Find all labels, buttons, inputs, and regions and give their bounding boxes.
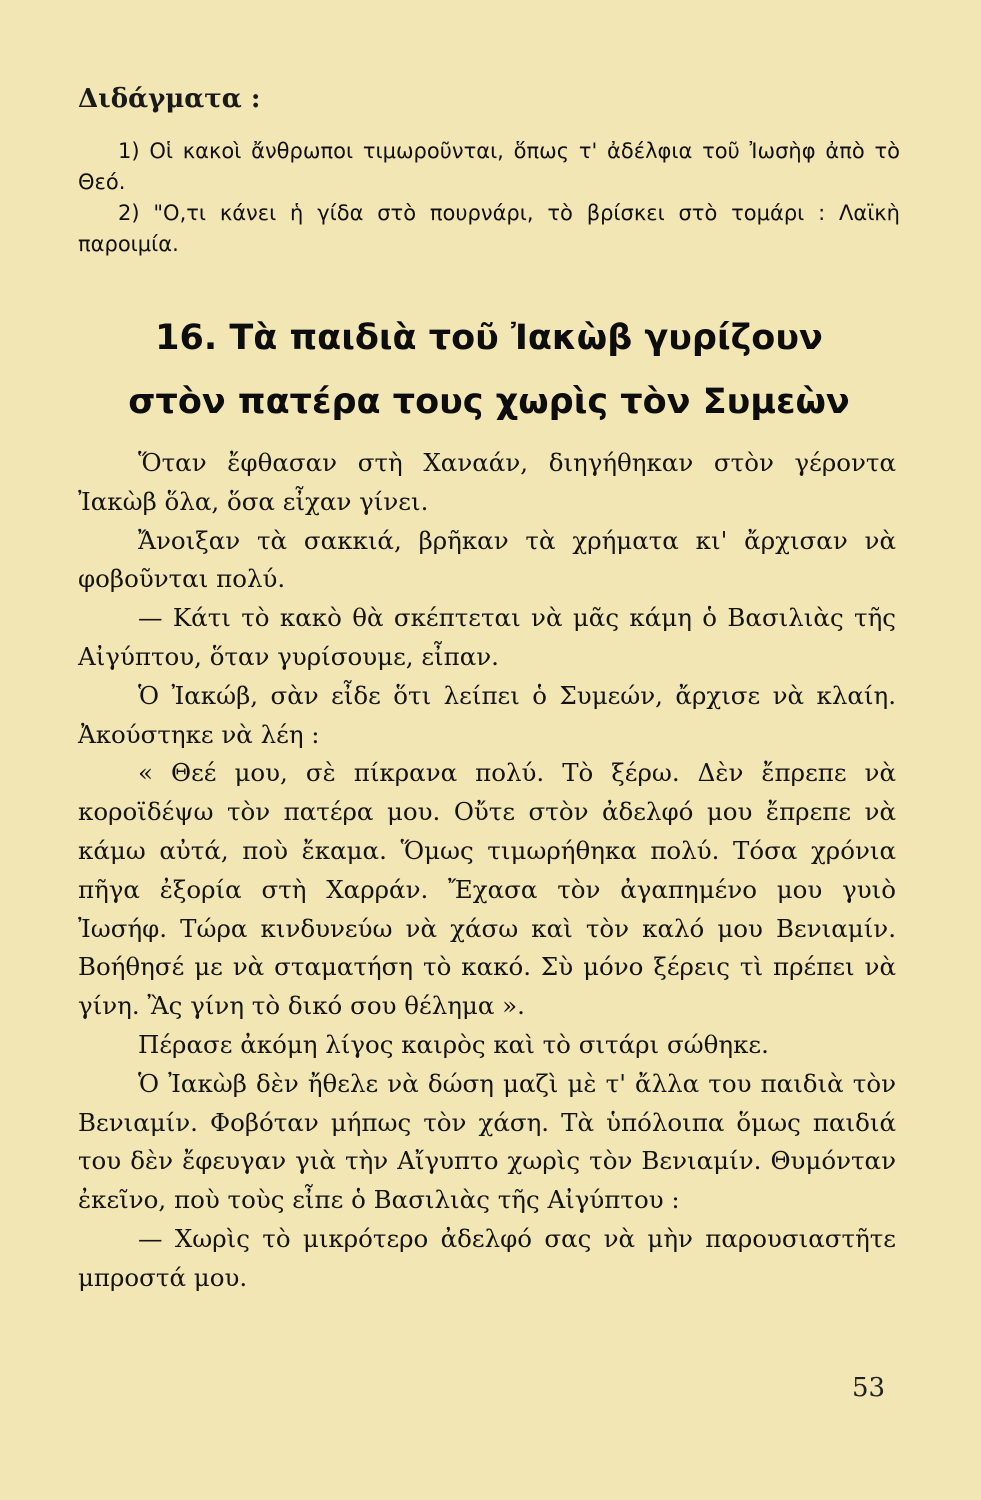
lesson-item: 1) Οἱ κακοὶ ἄνθρωποι τιμωροῦνται, ὅπως τ' ἀδέλφια τοῦ Ἰωσὴφ ἀπὸ τὸ Θεό. [78, 139, 900, 194]
paragraph: — Κάτι τὸ κακὸ θὰ σκέπτεται νὰ μᾶς κάμη ὁ Βασιλιὰς τῆς Αἰγύπτου, ὅταν γυρίσουμε, εἶπαν. [78, 603, 896, 671]
chapter-title [78, 306, 900, 434]
paragraph: Ὅταν ἔφθασαν στὴ Χαναάν, διηγήθηκαν στὸν γέροντα Ἰακὼβ ὅλα, ὅσα εἶχαν γίνει. [78, 448, 896, 516]
page-number: 53 [852, 1373, 886, 1403]
chapter-title-line-1: 16. Τὰ παιδιὰ τοῦ Ἰακὼβ γυρίζουν [155, 318, 823, 358]
paragraph: Πέρασε ἀκόμη λίγος καιρὸς καὶ τὸ σιτάρι σώθηκε. [138, 1029, 769, 1059]
paragraph: Ὁ Ἰακώβ, σὰν εἶδε ὅτι λείπει ὁ Συμεών, ἄρχισε νὰ κλαίη. Ἀκούστηκε νὰ λέη : [78, 680, 896, 749]
paragraph: — Χωρὶς τὸ μικρότερο ἀδελφό σας νὰ μὴν παρουσιαστῆτε μπροστά μου. [78, 1223, 896, 1292]
chapter-title-line-2: στὸν πατέρα τους χωρὶς τὸν Συμεὼν [128, 382, 850, 422]
paragraph: Ὁ Ἰακὼβ δὲν ἤθελε νὰ δώση μαζὶ μὲ τ' ἄλλα του παιδιὰ τὸν Βενιαμίν. Φοβόταν μήπως τὸν χάση. Τὰ ὑπόλοιπα ὅμως παιδιά του δὲν ἔφευγαν γιὰ τὴν Αἴγυπτο χωρὶς τὸν Βενιαμίν. Θυμόνταν ἐκεῖνο, ποὺ τοὺς εἶπε ὁ Βασιλιὰς τῆς Αἰγύπτου : [78, 1068, 896, 1215]
lessons-heading: Διδάγματα : [78, 84, 261, 114]
chapter-body [78, 444, 896, 1298]
lesson-item: 2) "Ο,τι κάνει ἡ γίδα στὸ πουρνάρι, τὸ βρίσκει στὸ τομάρι : Λαϊκὴ παροιμία. [78, 201, 900, 256]
paragraph: Ἄνοιξαν τὰ σακκιά, βρῆκαν τὰ χρήματα κι' ἄρχισαν νὰ φοβοῦνται πολύ. [78, 525, 896, 594]
paragraph: « Θεέ μου, σὲ πίκρανα πολύ. Τὸ ξέρω. Δὲν ἔπρεπε νὰ κοροϊδέψω τὸν πατέρα μου. Οὔτε στὸν ἀδελφό μου ἔπρεπε νὰ κάμω αὐτά, ποὺ ἔκαμα. Ὅμως τιμωρήθηκα πολύ. Τόσα χρόνια πῆγα ἐξορία στὴ Χαρράν. Ἔχασα τὸν ἀγαπημένο μου γυιὸ Ἰωσήφ. Τώρα κινδυνεύω νὰ χάσω καὶ τὸν καλό μου Βενιαμίν. Βοήθησέ με νὰ σταματήση τὸ κακό. Σὺ μόνο ξέρεις τὶ πρέπει νὰ γίνη. Ἂς γίνη τὸ δικό σου θέλημα ». [78, 758, 896, 1021]
